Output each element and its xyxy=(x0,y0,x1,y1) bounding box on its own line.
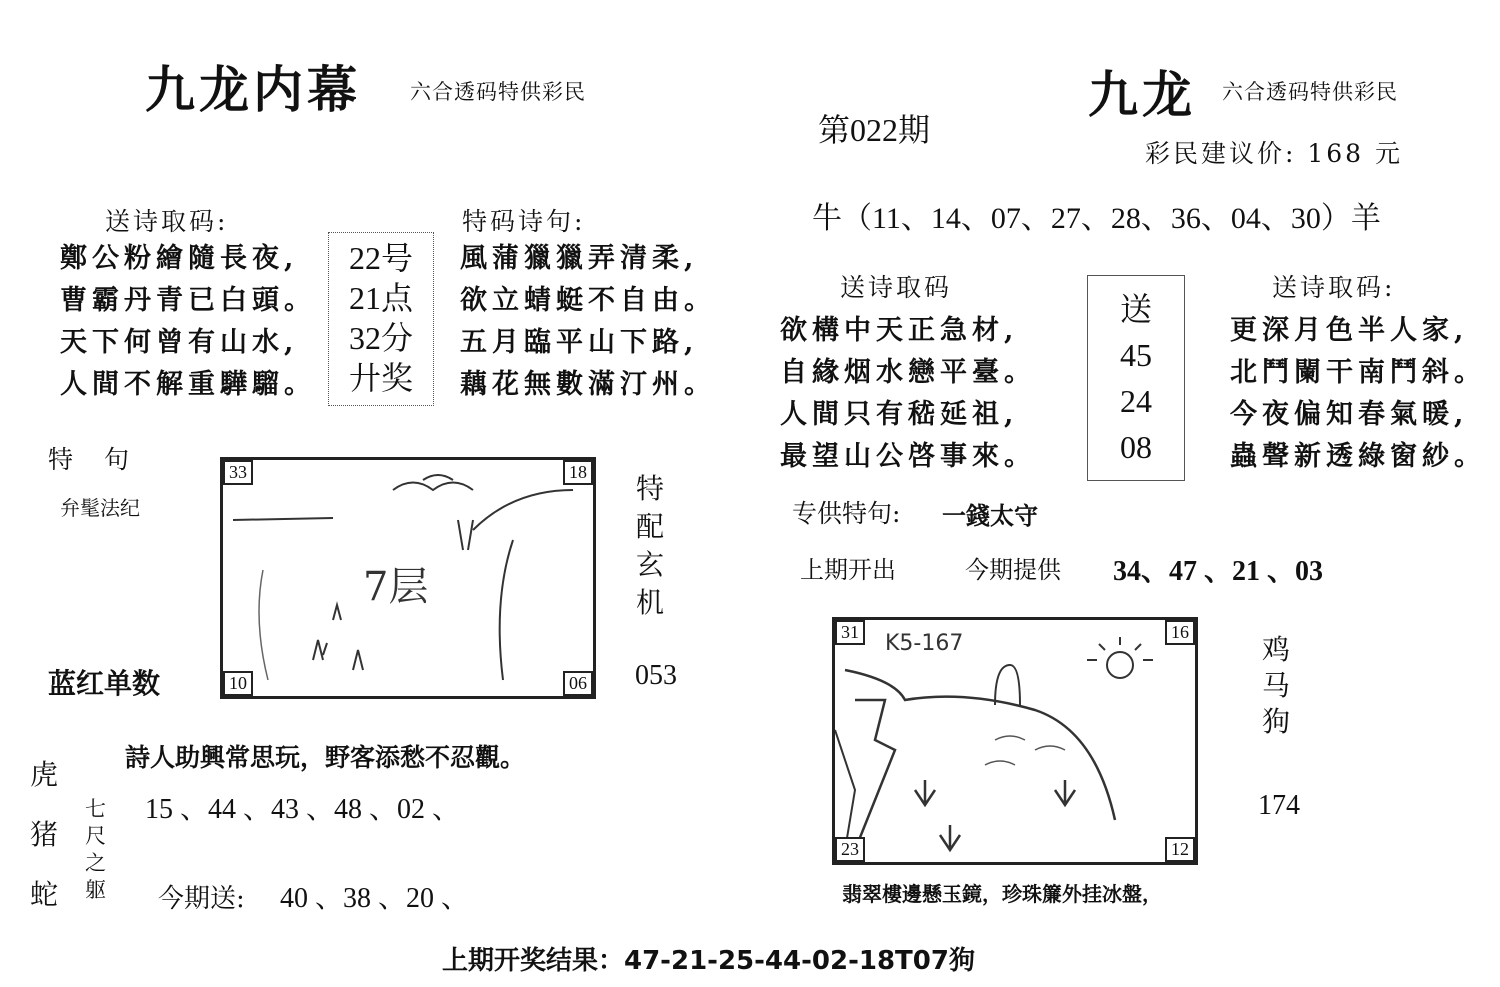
left-sketch-picture xyxy=(220,457,596,699)
poem-line: 更深月色半人家, xyxy=(1230,315,1469,346)
te-ju-text: 弁髦法纪 xyxy=(60,496,140,520)
left-poem2-heading: 特码诗句: xyxy=(462,207,586,236)
left-poem1 xyxy=(60,238,316,406)
right-poem2-heading: 送诗取码: xyxy=(1272,273,1396,302)
poem-line: 五月臨平山下路, xyxy=(460,327,699,358)
te-ju-label: 特 句 xyxy=(48,445,133,474)
song-box xyxy=(1087,275,1185,481)
poem-line: 最望山公啓事來。 xyxy=(780,441,1036,472)
center-box-item: 32分 xyxy=(348,320,413,356)
poem-line: 天下何曾有山水, xyxy=(60,327,299,358)
vertical-char: 机 xyxy=(636,586,665,619)
vertical-char: 躯 xyxy=(85,878,106,902)
poem-line: 人間不解重驊騮。 xyxy=(60,369,316,400)
zhuangong-text: 一錢太守 xyxy=(942,501,1038,530)
animal-char: 狗 xyxy=(1262,705,1291,738)
right-poem2 xyxy=(1230,310,1486,478)
right-title: 九龙 xyxy=(1088,65,1196,124)
right-sketch-picture xyxy=(832,617,1198,865)
niu-row: 牛（11、14、07、27、28、36、04、30）羊 xyxy=(812,202,1381,235)
issue-number: 第022期 xyxy=(818,112,931,148)
left-sketch-drawing xyxy=(223,460,593,696)
poem-line: 今夜偏知春氣暖, xyxy=(1230,399,1469,430)
corner-number-tl: 33 xyxy=(223,460,253,485)
poem-line: 欲構中天正急材, xyxy=(780,315,1019,346)
poem-line: 蟲聲新透綠窗紗。 xyxy=(1230,441,1486,472)
vertical-char: 七 xyxy=(85,797,106,821)
song-box-item: 24 xyxy=(1120,383,1152,419)
center-box-item: 22号 xyxy=(348,240,413,276)
corner-number-br: 06 xyxy=(563,671,593,696)
right-price: 彩民建议价: 168 元 xyxy=(1145,139,1404,168)
left-title: 九龙内幕 xyxy=(145,60,361,119)
center-box-item: 廾奖 xyxy=(348,360,413,396)
animal-char: 虎 xyxy=(30,758,59,791)
right-poem1-heading: 送诗取码 xyxy=(840,273,953,302)
number-053: 053 xyxy=(635,660,677,691)
corner-number-bl: 23 xyxy=(835,837,865,862)
song-box-item: 08 xyxy=(1120,429,1152,465)
left-center-box xyxy=(328,232,434,406)
left-poem2 xyxy=(460,238,716,406)
right-poem1 xyxy=(780,310,1036,478)
shangqi-label: 上期开出 xyxy=(800,556,896,584)
left-poem1-heading: 送诗取码: xyxy=(105,207,229,236)
left-numbers-row: 15 、44 、43 、48 、02 、 xyxy=(145,794,461,825)
vertical-char: 玄 xyxy=(636,548,665,581)
right-sketch-text: K5-167 xyxy=(885,631,964,656)
right-poem3: 翡翠樓邊懸玉鏡，珍珠簾外挂冰盤， xyxy=(842,882,1162,906)
poem-line: 欲立蜻蜓不自由。 xyxy=(460,285,716,316)
left-poem3: 詩人助興常思玩，野客添愁不忍觀。 xyxy=(125,743,526,772)
song-box-item: 45 xyxy=(1120,337,1152,373)
corner-number-br: 12 xyxy=(1165,837,1195,862)
poem-line: 鄭公粉繪隨長夜, xyxy=(60,243,299,274)
jinqi-tigong-numbers: 34、47 、21 、03 xyxy=(1113,556,1324,587)
animal-char: 猪 xyxy=(30,818,59,851)
poem-line: 曹霸丹青已白頭。 xyxy=(60,285,316,316)
poem-line: 風蒲獵獵弄清柔, xyxy=(460,243,699,274)
lanhong-label: 蓝红单数 xyxy=(48,667,161,700)
poem-line: 北鬥闌干南鬥斜。 xyxy=(1230,357,1486,388)
right-subtitle: 六合透码特供彩民 xyxy=(1222,80,1398,104)
qichi-vertical xyxy=(85,796,106,904)
vertical-char: 配 xyxy=(636,510,665,543)
vertical-char: 尺 xyxy=(85,824,106,848)
zhuangong-label: 专供特句: xyxy=(792,499,901,528)
vertical-char: 特 xyxy=(636,472,665,505)
left-sketch-text: 7层 xyxy=(363,564,429,610)
vertical-char: 之 xyxy=(85,851,106,875)
left-right-vertical xyxy=(636,470,664,622)
animal-char: 马 xyxy=(1262,669,1291,702)
poem-line: 藕花無數滿汀州。 xyxy=(460,369,716,400)
center-box-item: 21点 xyxy=(348,280,413,316)
animal-char: 鸡 xyxy=(1262,633,1291,666)
song-box-item: 送 xyxy=(1119,291,1152,327)
jinqi-song-label: 今期送: xyxy=(158,884,245,914)
left-animals-vertical xyxy=(30,745,58,925)
left-subtitle: 六合透码特供彩民 xyxy=(410,80,586,104)
jinqi-tigong-label: 今期提供 xyxy=(965,556,1061,584)
corner-number-bl: 10 xyxy=(223,671,253,696)
corner-number-tr: 16 xyxy=(1165,620,1195,645)
bottom-result: 上期开奖结果：47-21-25-44-02-18T07狗 xyxy=(442,946,975,976)
corner-number-tl: 31 xyxy=(835,620,865,645)
animal-char: 蛇 xyxy=(30,878,59,911)
poem-line: 人間只有嵇延祖, xyxy=(780,399,1019,430)
poem-line: 自緣烟水戀平臺。 xyxy=(780,357,1036,388)
corner-number-tr: 18 xyxy=(563,460,593,485)
right-animals-vertical xyxy=(1262,632,1290,740)
jinqi-song-numbers: 40 、38 、20 、 xyxy=(280,883,470,914)
number-174: 174 xyxy=(1258,790,1300,821)
right-sketch-drawing xyxy=(835,620,1195,862)
